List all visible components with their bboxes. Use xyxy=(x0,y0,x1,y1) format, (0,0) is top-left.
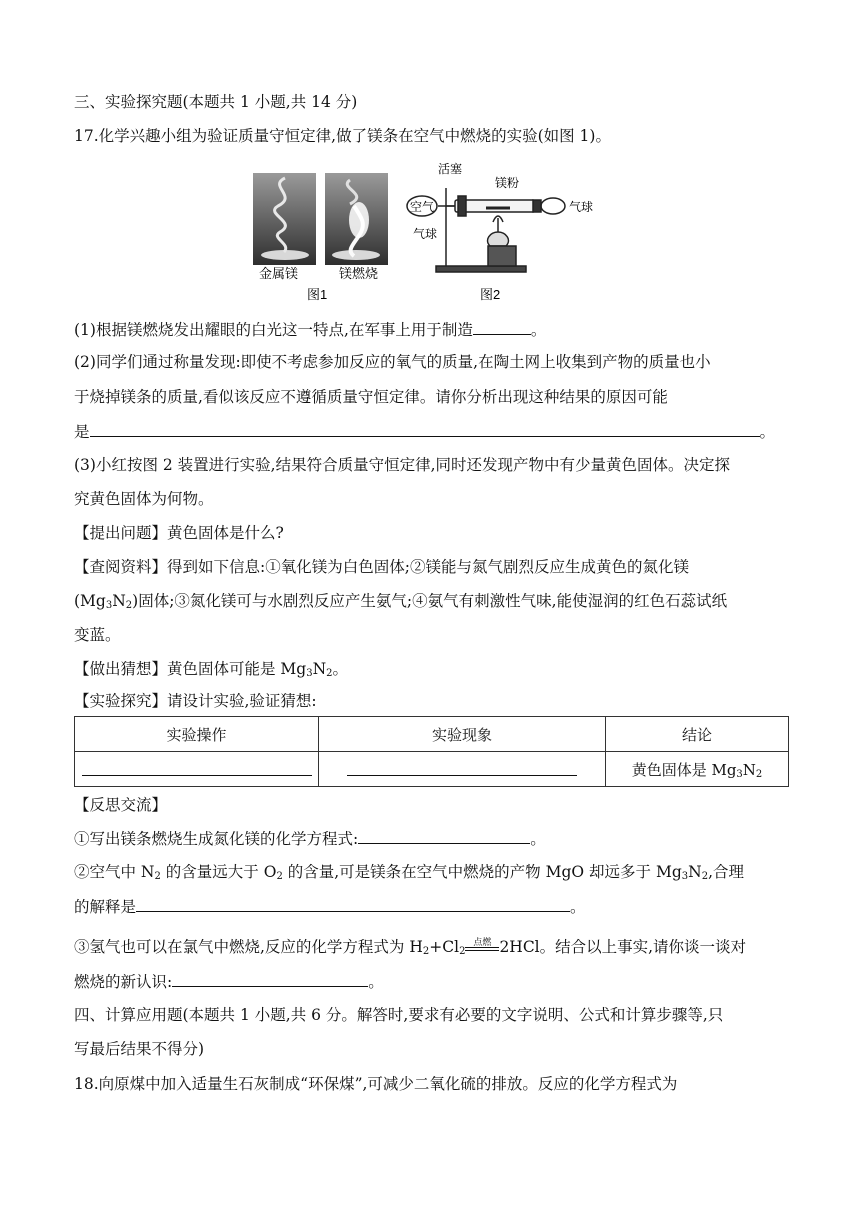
reflect-heading: 【反思交流】 xyxy=(74,796,168,814)
table-row xyxy=(75,752,789,787)
answer-blank-explanation[interactable] xyxy=(136,895,570,912)
fig2-label-balloon-right: 气球 xyxy=(569,200,594,214)
info-line1: 【查阅资料】得到如下信息:①氧化镁为白色固体;②镁能与氮气剧烈反应生成黄色的氮化镁 xyxy=(74,558,689,576)
q17-part2-line2: 于烧掉镁条的质量,看似该反应不遵循质量守恒定律。请你分析出现这种结果的原因可能 xyxy=(74,388,668,406)
experiment-table xyxy=(74,716,789,787)
fig2-caption: 图2 xyxy=(480,287,501,302)
reflect-3-line1: ③氢气也可以在氯气中燃烧,反应的化学方程式为 $H_2+Cl_2$ 点燃 2HCl。结合以上事实,请你谈一谈对 xyxy=(74,938,747,957)
experiment-figure xyxy=(250,160,620,310)
fig1-label-metal: 金属镁 xyxy=(259,266,299,281)
answer-blank-operation[interactable] xyxy=(82,759,312,776)
magnesium-ribbon-photo xyxy=(253,173,316,265)
answer-blank-phenomenon[interactable] xyxy=(347,759,577,776)
q17-part1: (1)根据镁燃烧发出耀眼的白光这一特点,在军事上用于制造 。 xyxy=(74,318,790,341)
table-header-operation: 实验操作 xyxy=(75,717,319,752)
q17-part2-line3: 是 。 xyxy=(74,420,790,443)
section4-heading-line2: 写最后结果不得分) xyxy=(74,1040,205,1058)
section4-heading-line1: 四、计算应用题(本题共 1 小题,共 6 分。解答时,要求有必要的文字说明、公式和计算步骤等,只 xyxy=(74,1006,724,1024)
info-line2: $(Mg_3N_2)$固体;③氮化镁可与水剧烈反应产生氨气;④氨气有刺激性气味,能使湿润的红色石蕊试纸 xyxy=(74,592,728,611)
table-header-row xyxy=(75,717,789,752)
hypothesis: 【做出猜想】黄色固体可能是 $Mg_3N_2$。 xyxy=(74,660,349,679)
q17-intro: 17.化学兴趣小组为验证质量守恒定律,做了镁条在空气中燃烧的实验(如图 1)。 xyxy=(74,127,611,145)
question-heading: 【提出问题】黄色固体是什么? xyxy=(74,524,284,542)
reflect-2-line1: ②空气中 $N_2$ 的含量远大于 $O_2$ 的含量,可是镁条在空气中燃烧的产物 MgO 却远多于 $Mg_3N_2$,合理 xyxy=(74,863,744,882)
burning-magnesium-photo xyxy=(325,173,388,265)
fig2-label-stopcock: 活塞 xyxy=(438,162,463,176)
fig1-label-burning: 镁燃烧 xyxy=(339,266,379,281)
q17-part3-line1: (3)小红按图 2 装置进行实验,结果符合质量守恒定律,同时还发现产物中有少量黄色固体。决定探 xyxy=(74,456,731,474)
reflect-3-line2: 燃烧的新认识: 。 xyxy=(74,970,790,993)
conclusion-cell: 黄色固体是 $Mg_3N_2$ xyxy=(606,752,789,787)
table-header-conclusion: 结论 xyxy=(606,717,789,752)
explore-heading: 【实验探究】请设计实验,验证猜想: xyxy=(74,692,317,710)
answer-blank-1[interactable] xyxy=(473,318,531,335)
section3-heading: 三、实验探究题(本题共 1 小题,共 14 分) xyxy=(74,93,358,111)
q17-part3-line2: 究黄色固体为何物。 xyxy=(74,490,214,508)
q17-part2-line1: (2)同学们通过称量发现:即使不考虑参加反应的氧气的质量,在陶土网上收集到产物的质量也小 xyxy=(74,353,711,371)
phenomenon-cell xyxy=(319,752,606,787)
operation-cell xyxy=(75,752,319,787)
answer-blank-equation[interactable] xyxy=(358,827,530,844)
reflect-2-line2: 的解释是 。 xyxy=(74,895,790,918)
fig2-label-mg-powder: 镁粉 xyxy=(495,176,520,190)
answer-blank-2[interactable] xyxy=(90,420,760,437)
reflect-1: ①写出镁条燃烧生成氮化镁的化学方程式: 。 xyxy=(74,827,790,850)
info-line3: 变蓝。 xyxy=(74,626,121,644)
fig2-label-balloon-left: 气球 xyxy=(413,227,438,241)
table-header-phenomenon: 实验现象 xyxy=(319,717,606,752)
fig2-label-air: 空气 xyxy=(410,200,435,214)
q18-line1: 18.向原煤中加入适量生石灰制成“环保煤”,可减少二氧化硫的排放。反应的化学方程式为 xyxy=(74,1075,678,1093)
answer-blank-new-understanding[interactable] xyxy=(172,970,368,987)
fig1-caption: 图1 xyxy=(307,287,328,302)
